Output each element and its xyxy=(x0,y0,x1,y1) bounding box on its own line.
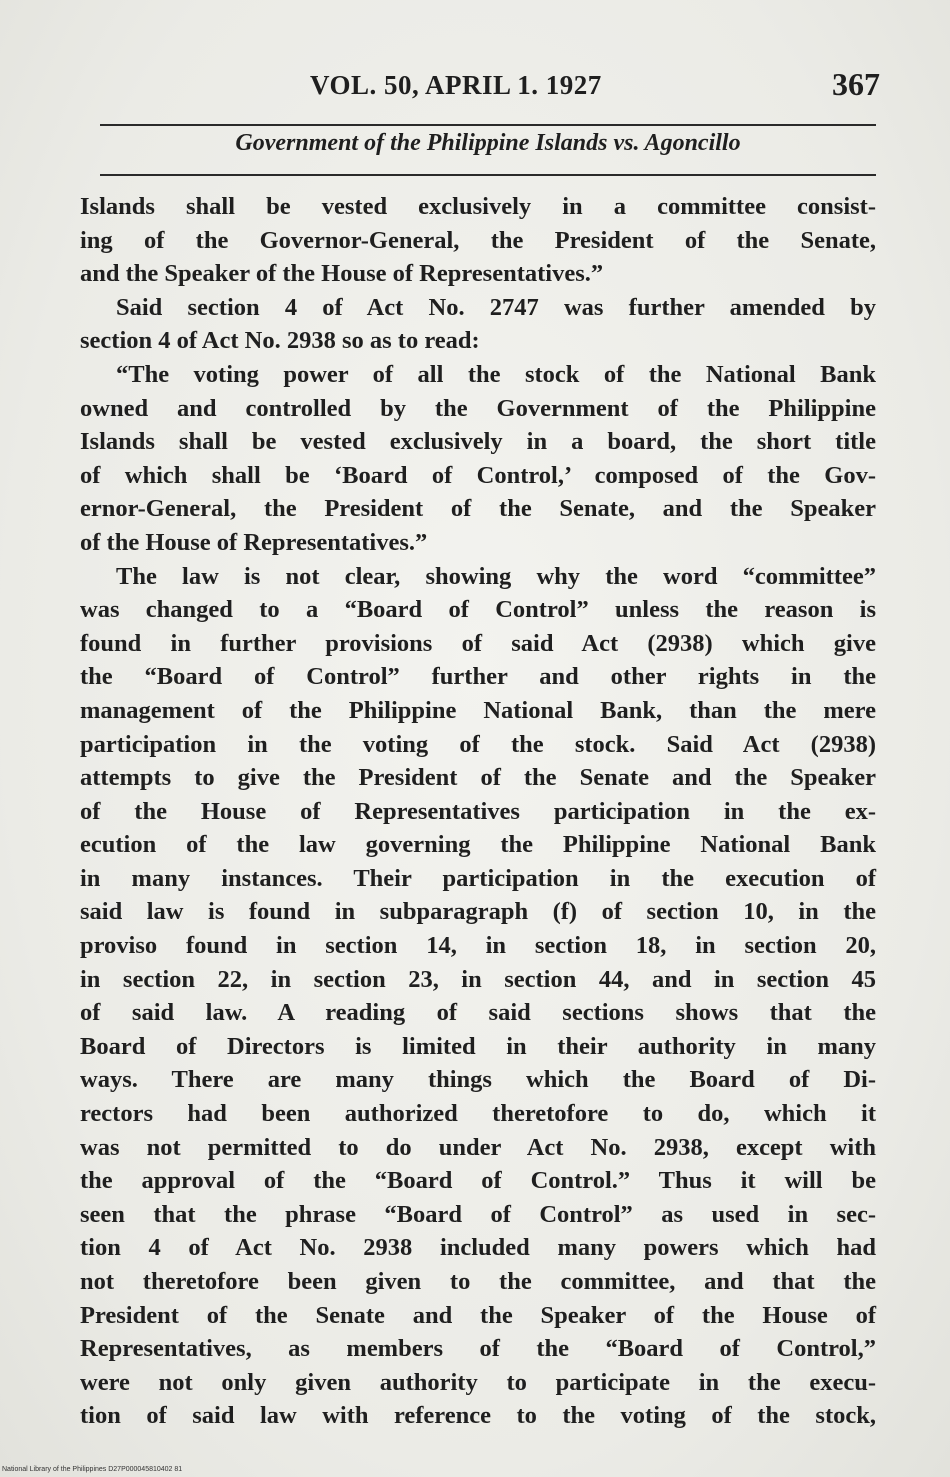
text-line: tion of said law with reference to the voting of the stock, xyxy=(80,1402,876,1430)
text-line: proviso found in section 14, in section 18, in section 20, xyxy=(80,932,876,960)
text-line: ernor-General, the President of the Senate, and the Speaker xyxy=(80,495,876,523)
running-title: Government of the Philippine Islands vs. Agoncillo xyxy=(235,130,741,156)
text-line: Islands shall be vested exclusively in a committee consist- xyxy=(80,193,876,220)
text-line: participation in the voting of the stock. Said Act (2938) xyxy=(80,730,876,758)
text-line: and the Speaker of the House of Representatives.” xyxy=(80,260,604,288)
text-line: management of the Philippine National Bank, than the mere xyxy=(80,696,876,724)
text-line: The law is not clear, showing why the word “committee” xyxy=(116,562,876,590)
text-line: tion 4 of Act No. 2938 included many powers which had xyxy=(80,1234,876,1262)
text-line: said law is found in subparagraph (f) of section 10, in the xyxy=(80,898,876,926)
text-line: of the House of Representatives.” xyxy=(80,528,428,556)
text-line: Board of Directors is limited in their authority in many xyxy=(80,1032,876,1060)
text-line: of the House of Representatives participation in the ex- xyxy=(80,797,876,825)
text-line: was not permitted to do under Act No. 2938, except with xyxy=(80,1133,876,1161)
text-line: “The voting power of all the stock of the National Bank xyxy=(116,360,876,388)
text-line: attempts to give the President of the Senate and the Speaker xyxy=(80,764,876,792)
text-line: President of the Senate and the Speaker of the House of xyxy=(80,1301,876,1329)
text-line: ing of the Governor-General, the President of the Senate, xyxy=(80,226,876,254)
text-line: ways. There are many things which the Board of Di- xyxy=(80,1066,876,1094)
text-line: Said section 4 of Act No. 2747 was further amended by xyxy=(116,293,876,321)
text-line: the “Board of Control” further and other rights in the xyxy=(80,663,876,691)
text-line: of which shall be ‘Board of Control,’ composed of the Gov- xyxy=(80,461,876,489)
text-line: the approval of the “Board of Control.” Thus it will be xyxy=(80,1167,876,1195)
volume-date: VOL. 50, APRIL 1. 1927 xyxy=(310,70,602,100)
header-rule-top xyxy=(100,124,876,126)
text-line: in many instances. Their participation in the execution of xyxy=(80,864,876,892)
text-line: not theretofore been given to the committee, and that the xyxy=(80,1268,876,1295)
header-rule-bottom xyxy=(100,174,876,176)
text-line: section 4 of Act No. 2938 so as to read: xyxy=(80,327,480,355)
text-line: in section 22, in section 23, in section 44, and in section 45 xyxy=(80,965,876,993)
text-line: found in further provisions of said Act (2938) which give xyxy=(80,629,876,657)
page-header xyxy=(100,66,880,118)
text-line: were not only given authority to participate in the execu- xyxy=(80,1368,876,1396)
text-line: Islands shall be vested exclusively in a board, the short title xyxy=(80,428,876,456)
body-text xyxy=(80,190,876,1433)
page-number: 367 xyxy=(832,66,880,102)
text-line: seen that the phrase “Board of Control” as used in sec- xyxy=(80,1200,876,1228)
text-line: was changed to a “Board of Control” unless the reason is xyxy=(80,596,876,624)
text-line: rectors had been authorized theretofore to do, which it xyxy=(80,1100,876,1128)
text-line: Representatives, as members of the “Board of Control,” xyxy=(80,1335,876,1363)
text-line: of said law. A reading of said sections shows that the xyxy=(80,999,876,1027)
text-line: ecution of the law governing the Philippine National Bank xyxy=(80,831,876,859)
scan-footer: National Library of the Philippines D27P000045810402 81 xyxy=(2,1466,183,1473)
text-line: owned and controlled by the Government of the Philippine xyxy=(80,394,876,422)
